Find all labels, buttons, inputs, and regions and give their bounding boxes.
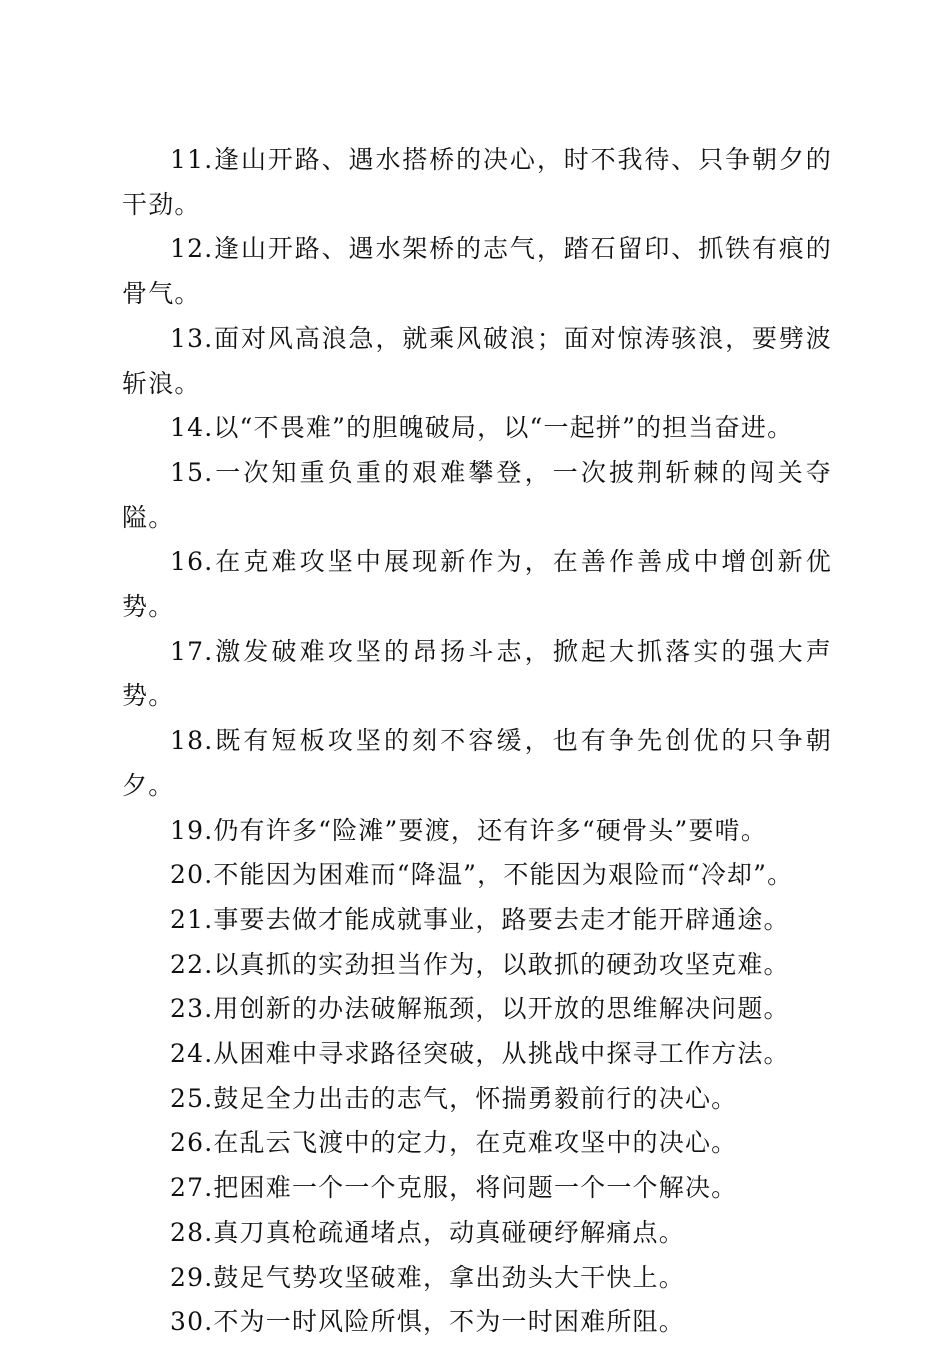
list-item: 29.鼓足气势攻坚破难，拿出劲头大干快上。 bbox=[170, 1262, 685, 1292]
list-item: 22.以真抓的实劲担当作为，以敢抓的硬劲攻坚克难。 bbox=[170, 949, 790, 979]
list-item: 21.事要去做才能成就事业，路要去走才能开辟通途。 bbox=[170, 904, 790, 934]
document-body bbox=[122, 138, 832, 1345]
list-item: 13.面对风高浪急，就乘风破浪；面对惊涛骇浪，要劈波斩浪。 bbox=[122, 323, 832, 398]
list-item: 28.真刀真枪疏通堵点，动真碰硬纾解痛点。 bbox=[170, 1217, 685, 1247]
list-item: 20.不能因为困难而“降温”，不能因为艰险而“冷却”。 bbox=[170, 860, 794, 890]
list-item: 11.逢山开路、遇水搭桥的决心，时不我待、只争朝夕的干劲。 bbox=[122, 145, 832, 219]
list-item: 26.在乱云飞渡中的定力，在克难攻坚中的决心。 bbox=[170, 1128, 738, 1158]
list-item: 27.把困难一个一个克服，将问题一个一个解决。 bbox=[170, 1173, 738, 1203]
list-item: 16.在克难攻坚中展现新作为，在善作善成中增创新优势。 bbox=[122, 547, 832, 622]
list-item: 23.用创新的办法破解瓶颈，以开放的思维解决问题。 bbox=[170, 994, 790, 1024]
list-item: 30.不为一时风险所惧，不为一时困难所阻。 bbox=[170, 1307, 685, 1337]
list-item: 19.仍有许多“险滩”要渡，还有许多“硬骨头”要啃。 bbox=[170, 815, 768, 845]
list-item: 12.逢山开路、遇水架桥的志气，踏石留印、抓铁有痕的骨气。 bbox=[122, 234, 832, 309]
list-item: 25.鼓足全力出击的志气，怀揣勇毅前行的决心。 bbox=[170, 1083, 738, 1113]
list-item: 18.既有短板攻坚的刻不容缓，也有争先创优的只争朝夕。 bbox=[122, 726, 832, 800]
list-item: 15.一次知重负重的艰难攀登，一次披荆斩棘的闯关夺隘。 bbox=[122, 457, 832, 532]
list-item: 14.以“不畏难”的胆魄破局，以“一起拼”的担当奋进。 bbox=[170, 413, 794, 443]
list-item: 24.从困难中寻求路径突破，从挑战中探寻工作方法。 bbox=[170, 1039, 790, 1069]
list-item: 17.激发破难攻坚的昂扬斗志，掀起大抓落实的强大声势。 bbox=[122, 636, 832, 711]
